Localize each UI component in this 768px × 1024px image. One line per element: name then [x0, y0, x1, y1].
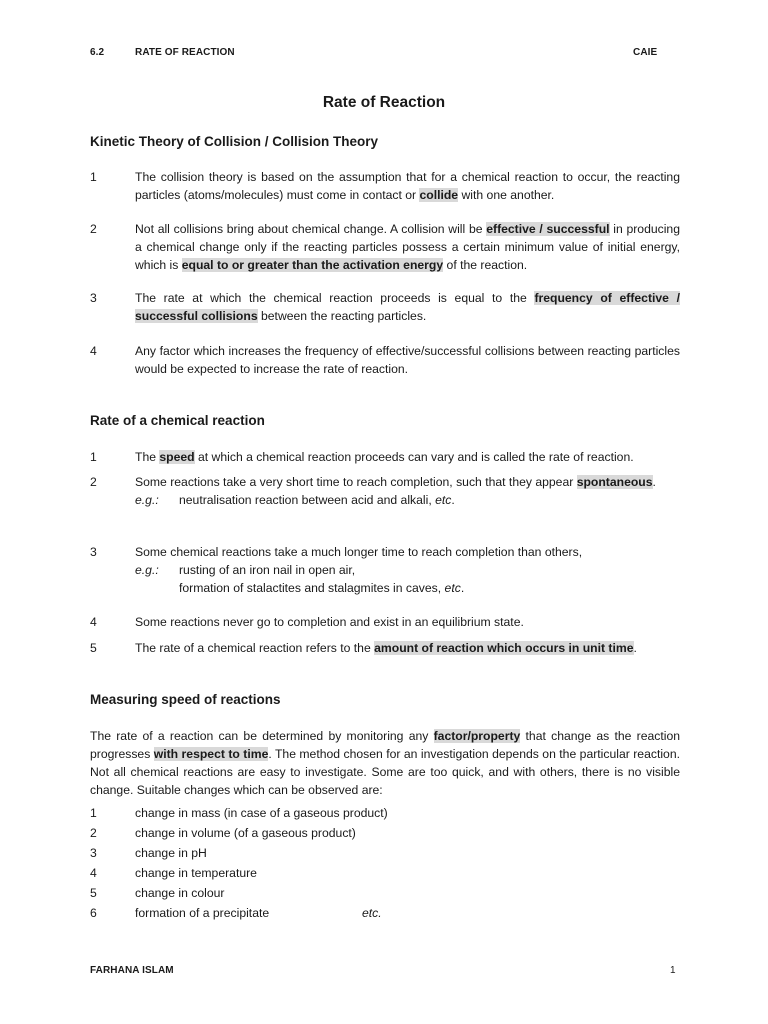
change-list-number: 2: [90, 826, 97, 840]
example-line: formation of stalactites and stalagmites in caves, etc.: [179, 581, 465, 595]
rate-item-2-text: Some reactions take a very short time to reach completion, such that they appear spontaneous. e.g.: neutralisation reaction between acid and alkali, etc.: [135, 473, 680, 509]
highlight-term: frequency of effective / successful collisions: [135, 291, 680, 323]
change-list-number: 3: [90, 846, 97, 860]
page-number: 1: [670, 965, 676, 976]
change-list-number: 5: [90, 886, 97, 900]
highlight-term: collide: [419, 188, 459, 202]
highlight-term: amount of reaction which occurs in unit time: [374, 641, 634, 655]
etc-note: etc.: [362, 906, 382, 920]
rate-item-3-number: 3: [90, 545, 97, 559]
change-list-item: change in volume (of a gaseous product): [135, 826, 356, 840]
measuring-heading: Measuring speed of reactions: [90, 692, 281, 707]
header-exam-board: CAIE: [633, 47, 658, 58]
change-list-item: change in colour: [135, 886, 225, 900]
change-list-number: 4: [90, 866, 97, 880]
header-section-number: 6.2: [90, 47, 105, 58]
highlight-term: spontaneous: [576, 475, 653, 489]
kinetic-item-2-text: Not all collisions bring about chemical change. A collision will be effective / successful in producing a chemical change only if the reacting particles possess a certain minimum value of initial energy, which is equal to or greater than the activation energy of the reaction.: [135, 222, 680, 272]
rate-item-2-number: 2: [90, 475, 97, 489]
footer-author: FARHANA ISLAM: [90, 965, 174, 976]
change-list-number: 6: [90, 906, 97, 920]
measuring-paragraph: The rate of a reaction can be determined by monitoring any factor/property that change as the reaction progresses with respect to time. The method chosen for an investigation depends on the particular reaction. Not all chemical reactions are easy to investigate. Some are too quick, and with others, there is no visible change. Suitable changes which can be observed are:: [90, 729, 681, 797]
rate-item-4-text: Some reactions never go to completion and exist in an equilibrium state.: [135, 615, 524, 629]
page-title: Rate of Reaction: [322, 94, 446, 111]
example-line: e.g.: neutralisation reaction between acid and alkali, etc.: [135, 493, 455, 507]
rate-item-1-text: The speed at which a chemical reaction proceeds can vary and is called the rate of reaction.: [135, 450, 634, 464]
kinetic-item-3-number: 3: [90, 291, 97, 305]
kinetic-heading: Kinetic Theory of Collision / Collision Theory: [90, 134, 379, 149]
change-list-item: change in temperature: [135, 866, 257, 880]
change-list-item: change in pH: [135, 846, 207, 860]
kinetic-item-3-text: The rate at which the chemical reaction proceeds is equal to the frequency of effective / successful collisions between the reacting particles.: [135, 291, 680, 323]
kinetic-item-4-text: Any factor which increases the frequency of effective/successful collisions between reacting particles would be expected to increase the rate of reaction.: [135, 344, 680, 376]
header-topic: RATE OF REACTION: [135, 47, 235, 58]
rate-item-1-number: 1: [90, 450, 97, 464]
highlight-term: speed: [159, 450, 195, 464]
highlight-term: with respect to time: [153, 747, 269, 761]
rate-heading: Rate of a chemical reaction: [90, 413, 265, 428]
change-list-item: change in mass (in case of a gaseous product): [135, 806, 388, 820]
kinetic-item-1-text: The collision theory is based on the assumption that for a chemical reaction to occur, the reacting particles (atoms/molecules) must come in contact or collide with one another.: [135, 170, 680, 202]
kinetic-item-1-number: 1: [90, 170, 97, 184]
highlight-term: factor/property: [433, 729, 521, 743]
rate-item-5-text: The rate of a chemical reaction refers to the amount of reaction which occurs in unit time.: [135, 641, 637, 655]
highlight-term: equal to or greater than the activation energy: [181, 258, 444, 272]
example-line: e.g.: rusting of an iron nail in open air,: [135, 563, 356, 577]
kinetic-item-2-number: 2: [90, 222, 97, 236]
change-list-item: formation of a precipitate: [135, 906, 270, 920]
kinetic-item-4-number: 4: [90, 344, 97, 358]
rate-item-4-number: 4: [90, 615, 97, 629]
highlight-term: effective / successful: [486, 222, 610, 236]
rate-item-5-number: 5: [90, 641, 97, 655]
change-list-number: 1: [90, 806, 97, 820]
rate-item-3-text: Some chemical reactions take a much longer time to reach completion than others, e.g.: rusting of an iron nail in open air, formation of stalactites and stalagmites in caves, etc.: [135, 543, 680, 597]
